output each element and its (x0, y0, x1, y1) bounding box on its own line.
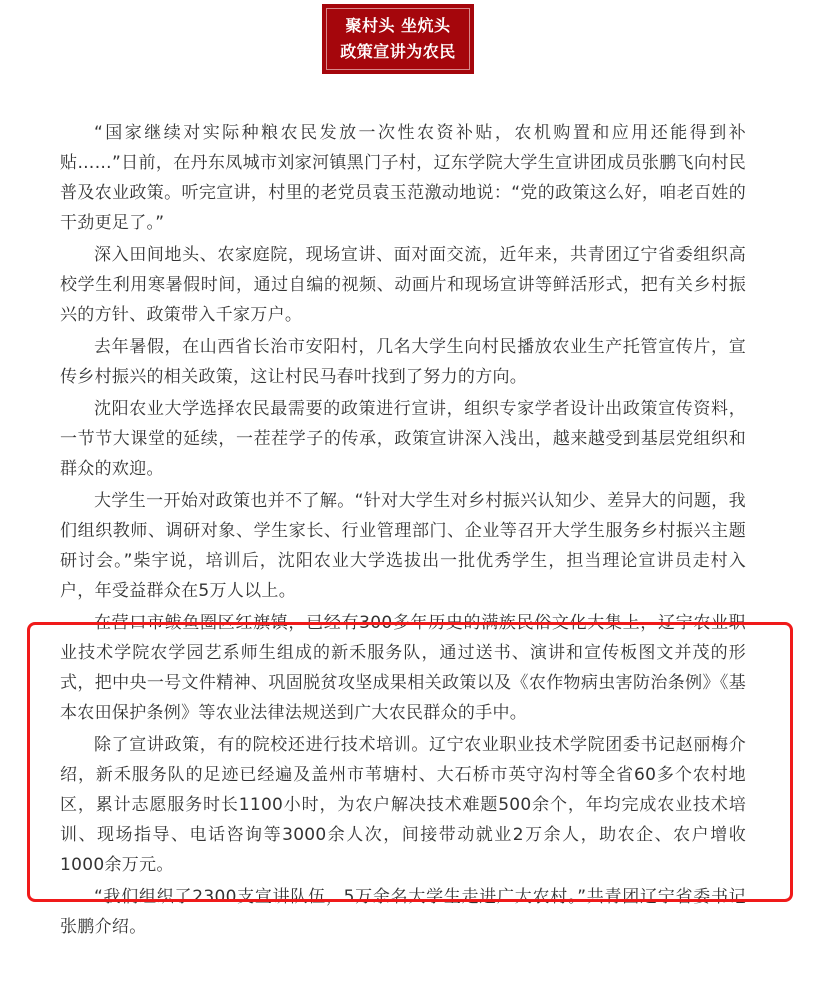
headline-inner-frame (326, 8, 470, 70)
article-body (60, 118, 746, 944)
paragraph-2: 深入田间地头、农家庭院，现场宣讲、面对面交流，近年来，共青团辽宁省委组织高校学生利用寒暑假时间，通过自编的视频、动画片和现场宣讲等鲜活形式，把有关乡村振兴的方针、政策带入千家万户。 (60, 245, 746, 325)
paragraph-7: 除了宣讲政策，有的院校还进行技术培训。辽宁农业职业技术学院团委书记赵丽梅介绍，新禾服务队的足迹已经遍及盖州市苇塘村、大石桥市英守沟村等全省60多个农村地区，累计志愿服务时长1100小时，为农户解决技术难题500余个，年均完成农业技术培训、现场指导、电话咨询等3000余人次，间接带动就业2万余人，助农企、农户增收1000余万元。 (60, 735, 746, 875)
headline-line-1: 聚村头 坐炕头 (345, 16, 451, 35)
paragraph-6: 在营口市鲅鱼圈区红旗镇，已经有300多年历史的满族民俗文化大集上，辽宁农业职业技术学院农学园艺系师生组成的新禾服务队，通过送书、演讲和宣传板图文并茂的形式，把中央一号文件精神、巩固脱贫攻坚成果相关政策以及《农作物病虫害防治条例》《基本农田保护条例》等农业法律法规送到广大农民群众的手中。 (60, 613, 746, 723)
paragraph-4: 沈阳农业大学选择农民最需要的政策进行宣讲，组织专家学者设计出政策宣传资料，一节节大课堂的延续，一茬茬学子的传承，政策宣讲深入浅出，越来越受到基层党组织和群众的欢迎。 (60, 399, 746, 479)
paragraph-3: 去年暑假，在山西省长治市安阳村，几名大学生向村民播放农业生产托管宣传片，宣传乡村振兴的相关政策，这让村民马春叶找到了努力的方向。 (60, 337, 746, 387)
paragraph-5: 大学生一开始对政策也并不了解。“针对大学生对乡村振兴认知少、差异大的问题，我们组织教师、调研对象、学生家长、行业管理部门、企业等召开大学生服务乡村振兴主题研讨会。”柴宇说，培训后，沈阳农业大学选拔出一批优秀学生，担当理论宣讲员走村入户，年受益群众在5万人以上。 (60, 491, 746, 601)
headline-line-2: 政策宣讲为农民 (340, 42, 456, 61)
paragraph-1: “国家继续对实际种粮农民发放一次性农资补贴，农机购置和应用还能得到补贴……”日前，在丹东凤城市刘家河镇黑门子村，辽东学院大学生宣讲团成员张鹏飞向村民普及农业政策。听完宣讲，村里的老党员袁玉范激动地说：“党的政策这么好，咱老百姓的干劲更足了。” (60, 123, 746, 233)
headline-banner (322, 4, 474, 74)
paragraph-8: “我们组织了2300支宣讲队伍，5万余名大学生走进广大农村。”共青团辽宁省委书记张鹏介绍。 (60, 887, 746, 937)
